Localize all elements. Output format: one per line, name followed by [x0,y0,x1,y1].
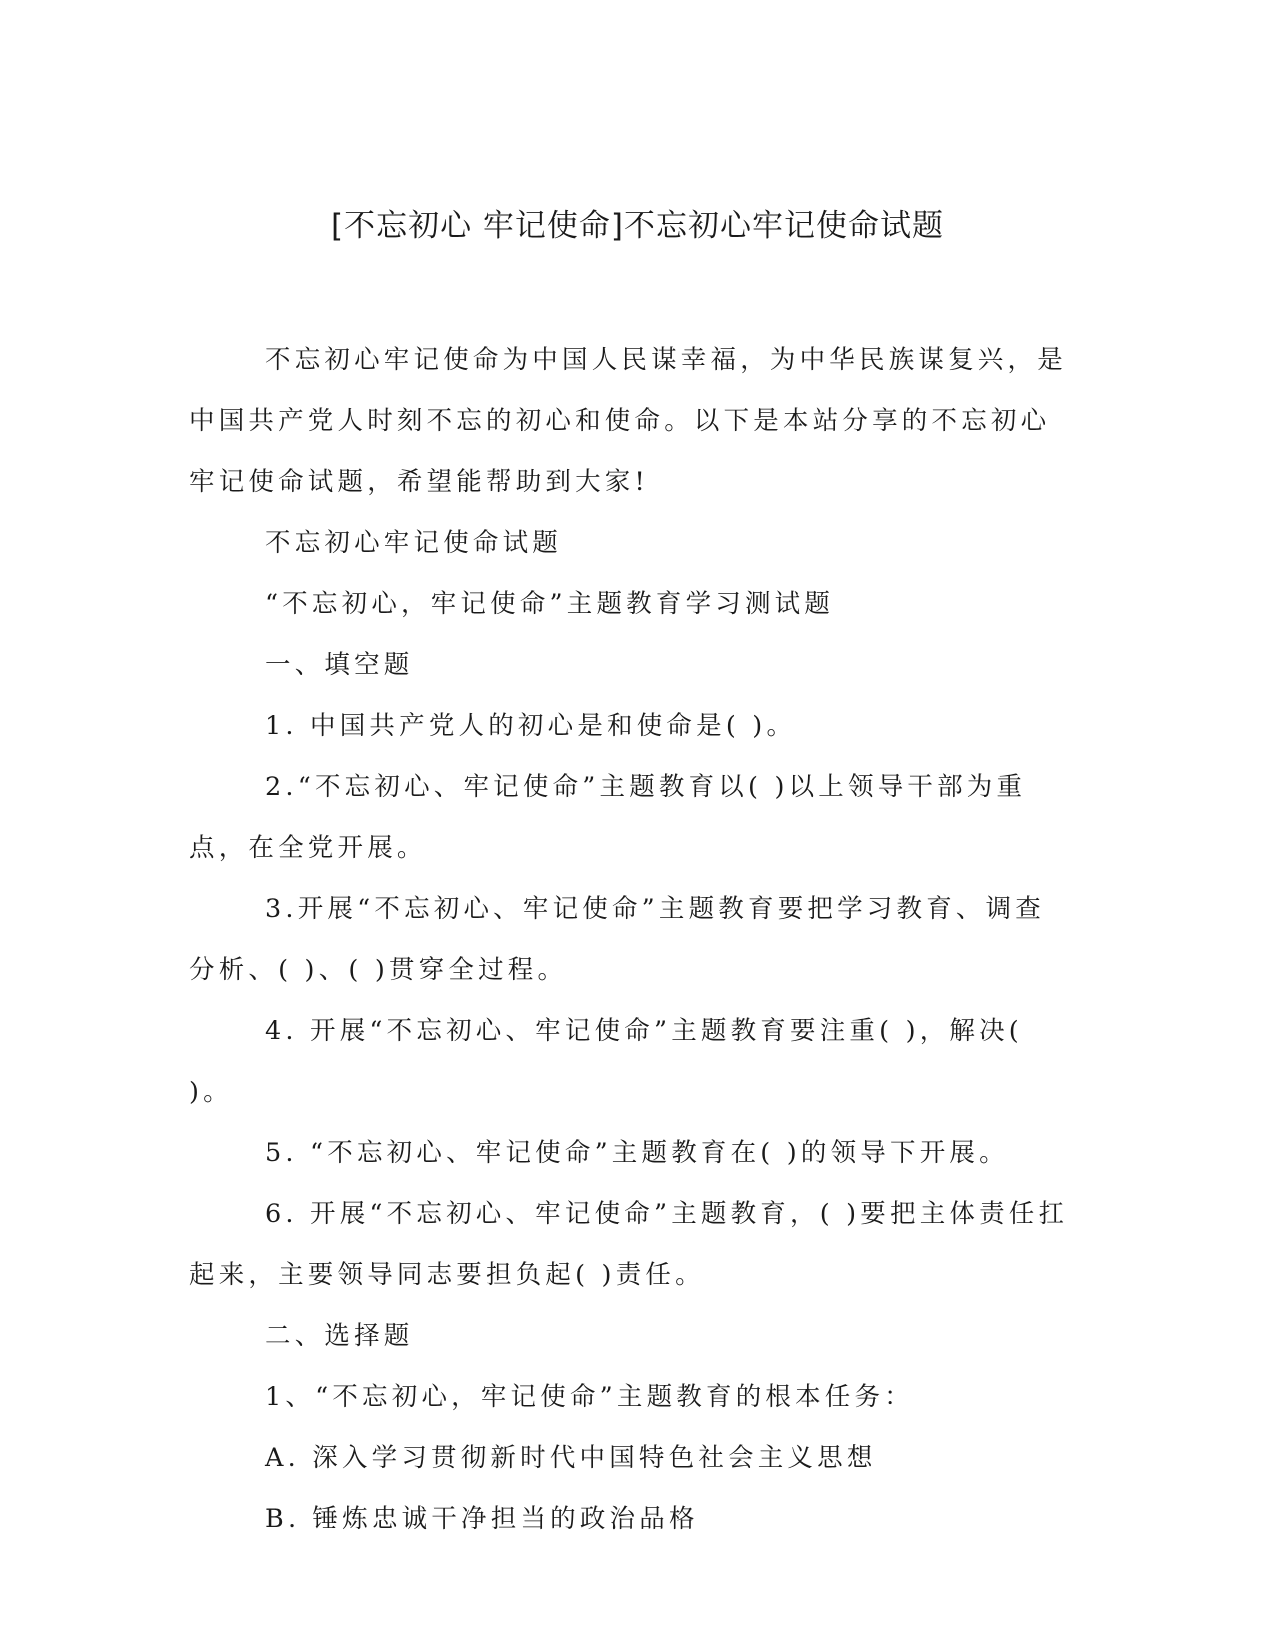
section-heading: 不忘初心牢记使命试题 [265,528,563,558]
question-4: 4. 开展“不忘初心、牢记使命”主题教育要注重( )，解决( )。 [189,1016,1023,1107]
fill-blank-heading: 一、填空题 [265,650,414,680]
question-3: 3.开展“不忘初心、牢记使命”主题教育要把学习教育、调查分析、( )、( )贯穿全过程。 [189,894,1046,985]
question-6: 6. 开展“不忘初心、牢记使命”主题教育，( )要把主体责任扛起来，主要领导同志要担负起( )责任。 [189,1199,1069,1290]
choice-option-a: A. 深入学习贯彻新时代中国特色社会主义思想 [265,1443,877,1473]
question-2: 2.“不忘初心、牢记使命”主题教育以( )以上领导干部为重点，在全党开展。 [189,772,1027,863]
intro-paragraph: 不忘初心牢记使命为中国人民谋幸福，为中华民族谋复兴，是中国共产党人时刻不忘的初心和使命。以下是本站分享的不忘初心牢记使命试题，希望能帮助到大家! [189,345,1067,497]
choice-option-b: B. 锤炼忠诚干净担当的政治品格 [265,1504,699,1534]
subtitle-paragraph: “不忘初心，牢记使命”主题教育学习测试题 [265,589,835,619]
document-title: [不忘初心 牢记使命]不忘初心牢记使命试题 [330,208,945,244]
choice-question-1: 1、“不忘初心，牢记使命”主题教育的根本任务： [265,1382,914,1412]
choice-heading: 二、选择题 [265,1321,414,1351]
question-5: 5. “不忘初心、牢记使命”主题教育在( )的领导下开展。 [265,1138,1009,1168]
question-1: 1. 中国共产党人的初心是和使命是( )。 [265,711,797,741]
document-body [189,330,1069,1550]
